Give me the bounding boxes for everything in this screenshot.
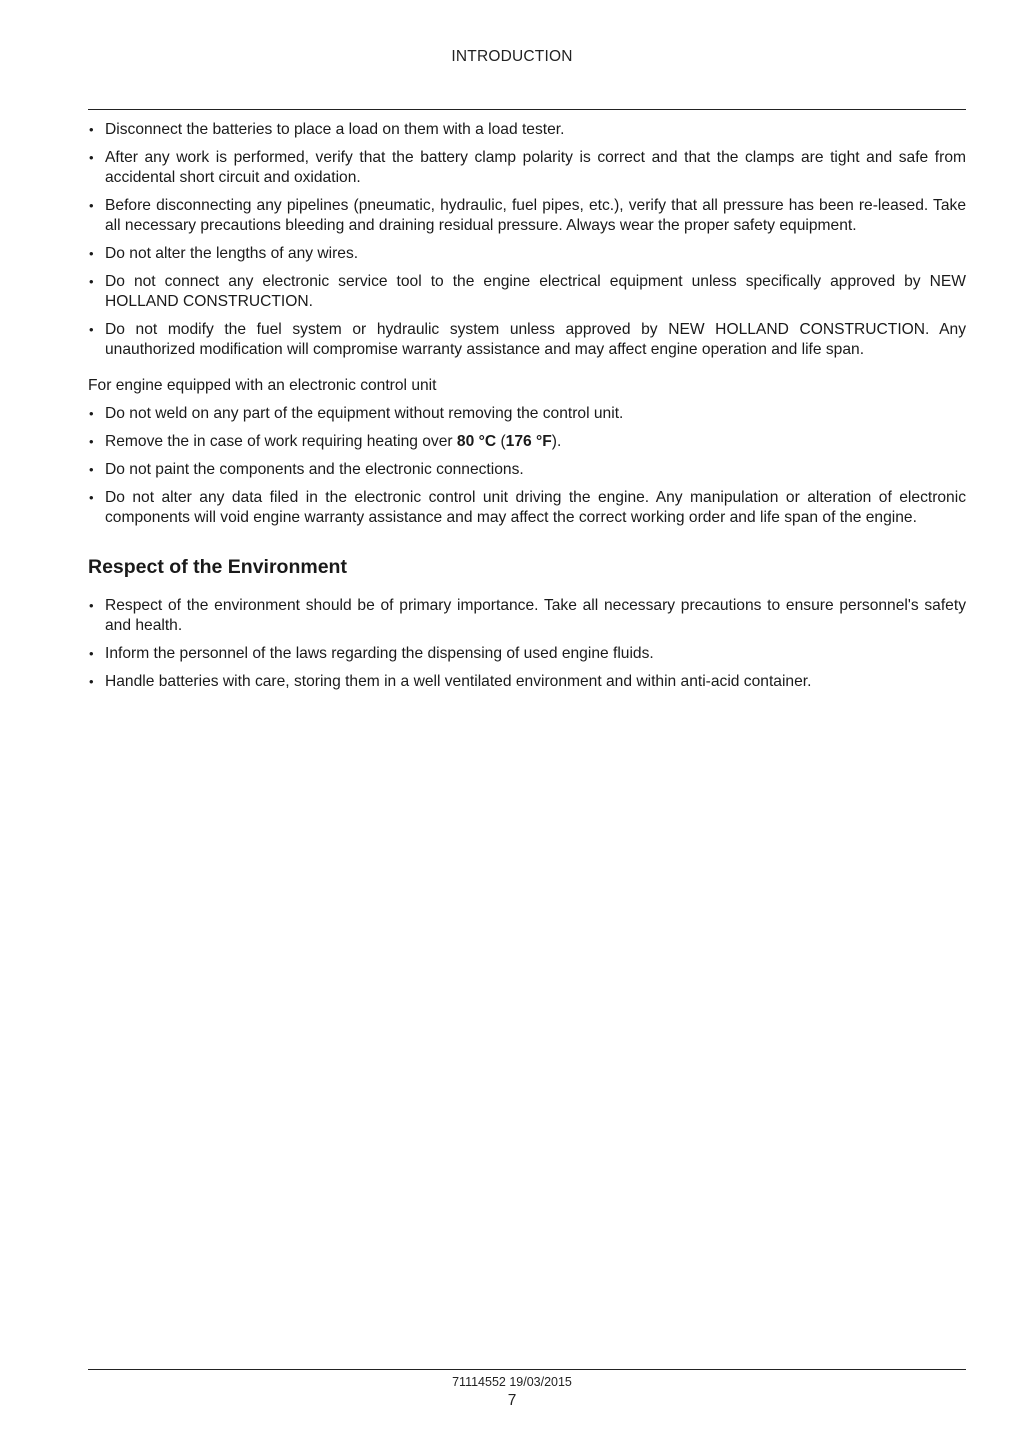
bullet-icon: • [89, 406, 94, 421]
list-item [88, 460, 966, 480]
list-item-text: Do not weld on any part of the equipment without removing the control unit. [105, 405, 624, 422]
list-item [88, 148, 966, 188]
list-item-text: Do not modify the fuel system or hydraulic system unless approved by NEW HOLLAND CONSTRUCTION. Any unauthorized modification will compromise warranty assistance and may affect engine operation and life span. [105, 321, 966, 358]
list-item-text: Respect of the environment should be of primary importance. Take all necessary precautions to ensure personnel's safety and health. [105, 597, 966, 634]
temperature-celsius: 80 °C [456, 433, 497, 450]
bullet-icon: • [89, 150, 94, 165]
list-item [88, 644, 966, 664]
bullet-icon: • [89, 674, 94, 689]
environment-list [88, 596, 966, 692]
list-item-text: Do not alter any data filed in the electronic control unit driving the engine. Any manipulation or alteration of electronic components will void engine warranty assistance and may affect the correct working order and life span of the engine. [105, 489, 966, 526]
bullet-icon: • [89, 322, 94, 337]
list-item-text: Do not connect any electronic service tool to the engine electrical equipment unless specifically approved by NEW HOLLAND CONSTRUCTION. [105, 273, 966, 310]
list-item [88, 120, 966, 140]
list-item-text: Handle batteries with care, storing them in a well ventilated environment and within anti-acid container. [105, 673, 812, 690]
list-item [88, 488, 966, 528]
list-item [88, 596, 966, 636]
header-divider [88, 109, 966, 110]
page-header-title: INTRODUCTION [451, 48, 573, 65]
list-item [88, 244, 966, 264]
list-item [88, 196, 966, 236]
bullet-icon: • [89, 274, 94, 289]
footer-doc-code: 71114552 19/03/2015 [452, 1375, 572, 1389]
list-item-text: Do not paint the components and the electronic connections. [105, 461, 524, 478]
bullet-icon: • [89, 490, 94, 505]
bullet-icon: • [89, 598, 94, 613]
paren-open: ( [496, 433, 506, 450]
list-item [88, 672, 966, 692]
section-heading-environment: Respect of the Environment [88, 556, 347, 578]
list-item-text: Inform the personnel of the laws regarding the dispensing of used engine fluids. [105, 645, 654, 662]
bullet-icon: • [89, 434, 94, 449]
footer-divider [88, 1369, 966, 1370]
precautions-list [88, 120, 966, 360]
paren-close: ). [551, 433, 562, 450]
list-item-text: Do not alter the lengths of any wires. [105, 245, 359, 262]
list-item-text: Remove the in case of work requiring heating over [105, 433, 457, 450]
list-item [88, 432, 966, 452]
list-item [88, 272, 966, 312]
page-number: 7 [507, 1392, 517, 1409]
bullet-icon: • [89, 122, 94, 137]
list-item-text: Before disconnecting any pipelines (pneumatic, hydraulic, fuel pipes, etc.), verify that all pressure has been re-leased. Take all necessary precautions bleeding and draining residual pressure. Always wear the proper safety equipment. [105, 197, 966, 234]
temperature-fahrenheit: 176 °F [505, 433, 552, 450]
ecu-intro-paragraph: For engine equipped with an electronic control unit [88, 377, 437, 394]
ecu-precautions-list [88, 404, 966, 528]
bullet-icon: • [89, 646, 94, 661]
list-item-text: After any work is performed, verify that the battery clamp polarity is correct and that the clamps are tight and safe from accidental short circuit and oxidation. [105, 149, 966, 186]
page-content [88, 120, 966, 700]
list-item [88, 320, 966, 360]
list-item [88, 404, 966, 424]
list-item-text: Disconnect the batteries to place a load on them with a load tester. [105, 121, 565, 138]
bullet-icon: • [89, 462, 94, 477]
bullet-icon: • [89, 246, 94, 261]
bullet-icon: • [89, 198, 94, 213]
